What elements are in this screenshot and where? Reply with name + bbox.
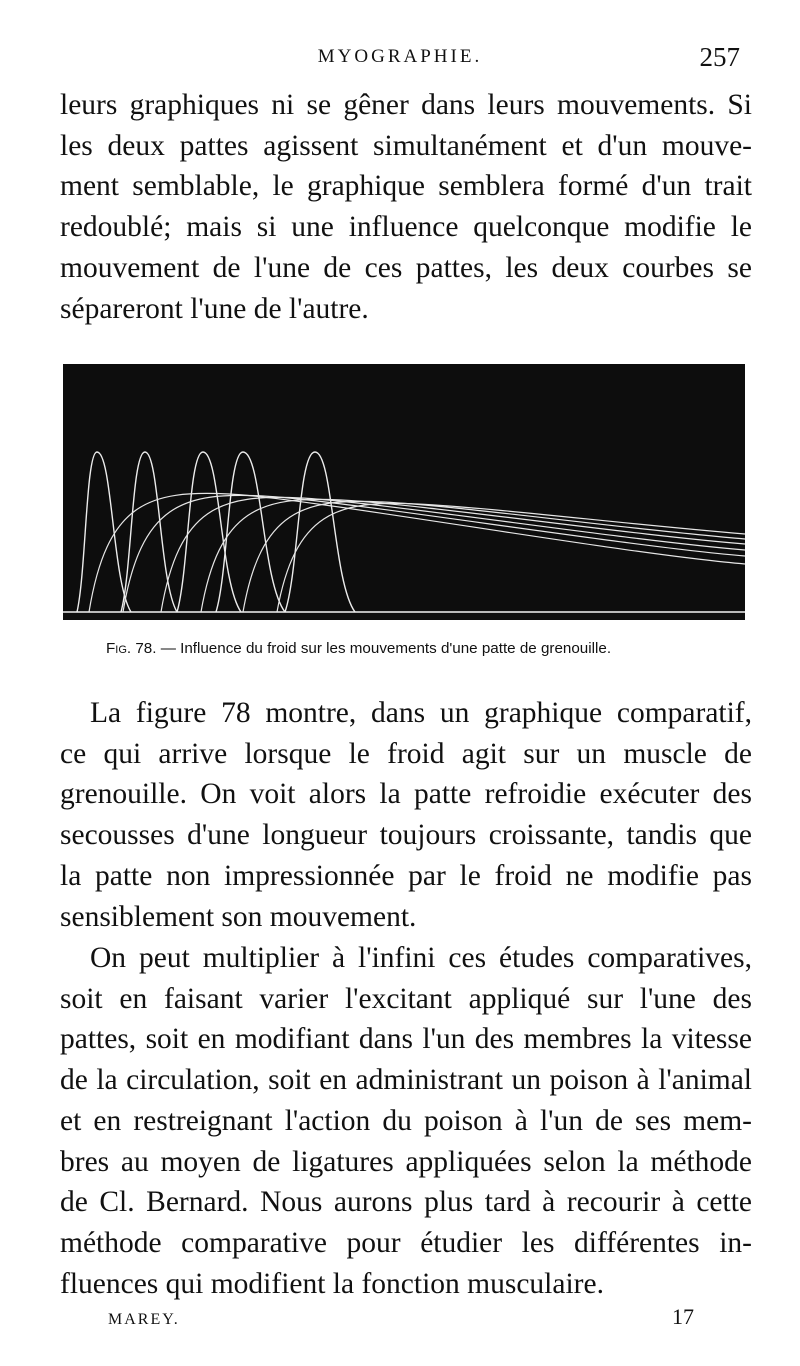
twitch-curve — [177, 452, 241, 612]
prolonged-curve — [201, 499, 745, 612]
twitch-curve — [216, 452, 285, 612]
text-line: leurs graphiques ni se gêner dans leurs mouvements. Si — [60, 89, 752, 121]
text-line: grenouille. On voit alors la patte refroidie exécuter des — [60, 778, 752, 811]
prolonged-curve — [243, 501, 745, 612]
text-line: redoublé; mais si une influence quelconque modifie le — [60, 211, 752, 244]
text-line: de la circulation, soit en administrant un poison à l'animal — [60, 1064, 752, 1097]
text-line: soit en faisant varier l'excitant appliqué sur l'une des — [60, 982, 752, 1015]
text-line: sensiblement son mouvement. — [60, 900, 417, 933]
twitch-curve — [77, 452, 131, 612]
text-line: les deux pattes agissent simultanément et d'un mouve- — [60, 129, 752, 162]
text-line: La figure 78 montre, dans un graphique comparatif, — [90, 697, 752, 729]
paragraph-1 — [60, 85, 752, 329]
page-header — [60, 42, 740, 76]
figure-caption — [106, 640, 726, 657]
text-line: mouvement de l'une de ces pattes, les deux courbes se — [60, 251, 752, 284]
signature-number: 17 — [672, 1304, 694, 1329]
text-line: bres au moyen de ligatures appliquées selon la méthode — [60, 1145, 752, 1178]
figure-78-myogram — [63, 364, 745, 620]
text-line: et en restreignant l'action du poison à l'un de ses mem- — [60, 1104, 752, 1137]
figure-caption-text: — Influence du froid sur les mouvements d'une patte de grenouille. — [160, 640, 612, 657]
text-line: fluences qui modifient la fonction musculaire. — [60, 1267, 604, 1300]
figure-label: Fig. 78. — [106, 640, 157, 657]
text-line: de Cl. Bernard. Nous aurons plus tard à recourir à cette — [60, 1186, 752, 1219]
running-head: MYOGRAPHIE. — [317, 46, 483, 67]
page-number: 257 — [699, 42, 740, 72]
twitch-curve — [121, 452, 177, 612]
paragraph-3 — [60, 938, 752, 1304]
text-line: secousses d'une longueur toujours croissante, tandis que — [60, 819, 752, 852]
text-line: ce qui arrive lorsque le froid agit sur un muscle de — [60, 737, 752, 770]
text-line: ment semblable, le graphique semblera formé d'un trait — [60, 170, 752, 203]
twitch-curve — [285, 452, 355, 612]
prolonged-curve — [89, 493, 745, 612]
text-line: la patte non impressionnée par le froid ne modifie pas — [60, 859, 752, 892]
text-line: sépareront l'une de l'autre. — [60, 292, 369, 325]
text-line: pattes, soit en modifiant dans l'un des membres la vitesse — [60, 1023, 752, 1056]
text-line: On peut multiplier à l'infini ces études comparatives, — [90, 942, 752, 974]
paragraph-2 — [60, 693, 752, 937]
signature-mark: MAREY. — [108, 1311, 180, 1328]
text-line: méthode comparative pour étudier les différentes in- — [60, 1226, 752, 1259]
myogram-graphic — [63, 364, 745, 620]
